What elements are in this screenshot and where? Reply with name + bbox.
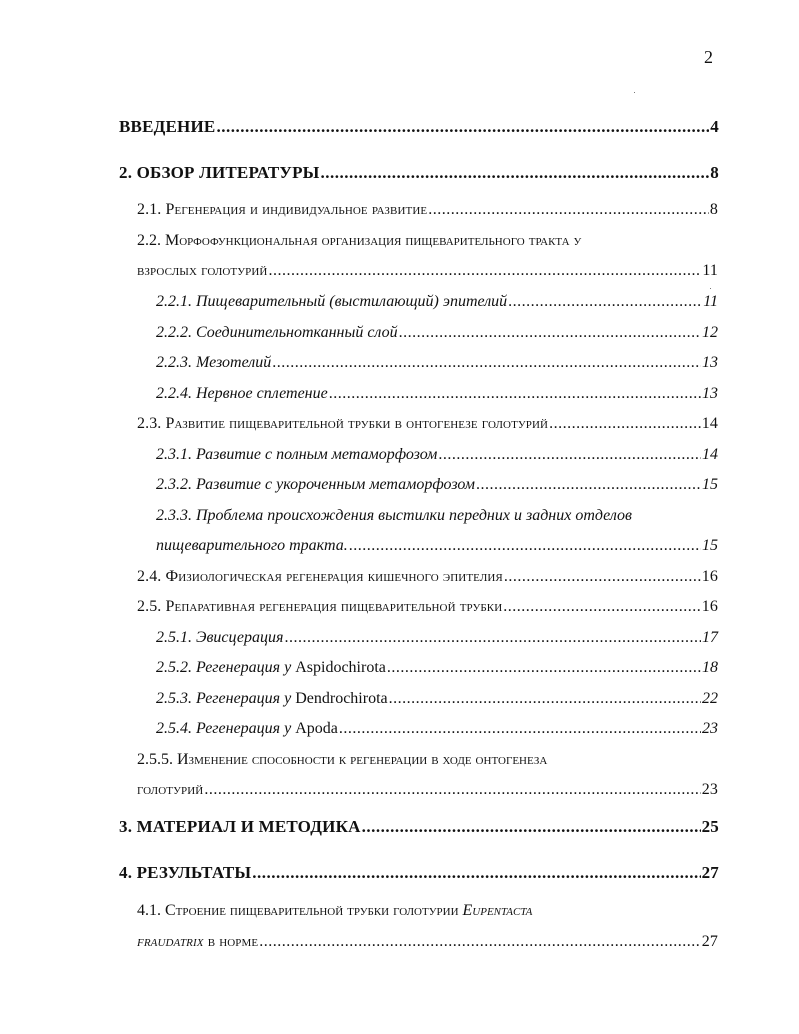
toc-entry-prefix: 2.5.3. Регенерация у	[156, 690, 292, 707]
toc-entry-page: 23	[701, 781, 718, 798]
toc-entry-2-3[interactable]	[137, 416, 718, 432]
dot-leader	[428, 202, 709, 218]
toc-entry-page: 11	[702, 262, 718, 279]
dot-leader	[216, 118, 709, 135]
toc-entry-2-1[interactable]	[137, 202, 718, 218]
dot-leader	[339, 721, 701, 737]
toc-entry-title: 2.2.4. Нервное сплетение	[156, 385, 328, 402]
toc-entry-page: 13	[702, 385, 718, 402]
toc-entry-page: 14	[702, 446, 718, 463]
dot-leader	[399, 325, 701, 341]
toc-entry-page: 12	[702, 324, 718, 341]
toc-entry-title: 2.3. Развитие пищеварительной трубки в онтогенезе голотурий	[137, 415, 549, 432]
toc-entry-title: 2.2.2. Соединительнотканный слой	[156, 324, 398, 341]
dot-leader	[204, 782, 700, 798]
toc-entry-title: 2.2.3. Мезотелий	[156, 354, 272, 371]
dot-leader	[272, 355, 701, 371]
toc-entry-prefix: 4.1. Строение пищеварительной трубки голотурии	[137, 902, 459, 919]
toc-entry-title: голотурий	[137, 781, 204, 798]
toc-entry-title: 2.5. Репаративная регенерация пищеварительной трубки	[137, 598, 503, 615]
toc-entry-4-1[interactable]	[137, 934, 718, 950]
toc-entry-2-5-1[interactable]	[156, 630, 718, 646]
toc-entry-title: ВВЕДЕНИЕ	[119, 117, 216, 136]
dot-leader	[329, 386, 701, 402]
toc-entry-page: 27	[701, 933, 718, 950]
dot-leader	[349, 538, 701, 554]
toc-entry-title: 2.3.1. Развитие с полным метаморфозом	[156, 446, 438, 463]
toc-entry-page: 8	[709, 201, 718, 218]
toc-entry-2-5[interactable]	[137, 599, 718, 615]
toc-entry-page: 27	[701, 863, 719, 882]
toc-entry-title	[137, 934, 258, 950]
taxon-name: Dendrochirota	[295, 690, 388, 707]
toc-entry-page: 13	[702, 354, 718, 371]
toc-entry-2-3-3[interactable]	[156, 538, 718, 554]
toc-entry-page: 18	[702, 659, 718, 676]
dot-leader	[387, 660, 701, 676]
toc-entry-chapter-4[interactable]	[119, 864, 719, 881]
dot-leader	[549, 416, 701, 432]
toc-entry-2-2-2[interactable]	[156, 325, 718, 341]
dot-leader	[508, 294, 702, 310]
toc-entry-title: 2. ОБЗОР ЛИТЕРАТУРЫ	[119, 163, 320, 182]
toc-entry-title: 4. РЕЗУЛЬТАТЫ	[119, 863, 252, 882]
toc-entry-prefix: 2.5.2. Регенерация у	[156, 659, 292, 676]
toc-entry-2-4[interactable]	[137, 569, 718, 585]
toc-entry-title: 2.2.1. Пищеварительный (выстилающий) эпителий	[156, 293, 508, 310]
toc-entry-intro[interactable]	[119, 118, 719, 135]
toc-entry-title: пищеварительного тракта.	[156, 537, 348, 554]
toc-entry-2-2-3[interactable]	[156, 355, 718, 371]
dot-leader	[321, 164, 710, 181]
toc-entry-2-2-line1[interactable]: 2.2. Морфофункциональная организация пищеварительного тракта у	[137, 232, 582, 249]
dot-leader	[503, 599, 701, 615]
dot-leader	[504, 569, 701, 585]
taxon-name: Apoda	[295, 720, 338, 737]
toc-entry-title: 2.4. Физиологическая регенерация кишечного эпителия	[137, 568, 503, 585]
dot-leader	[268, 263, 701, 279]
toc-entry-chapter-3[interactable]	[119, 818, 719, 835]
toc-entry-prefix: 2.5.4. Регенерация у	[156, 720, 292, 737]
toc-entry-2-2-1[interactable]	[156, 294, 718, 310]
toc-entry-title: 2.3.2. Развитие с укороченным метаморфозом	[156, 476, 475, 493]
toc-entry-2-3-3-line1[interactable]: 2.3.3. Проблема происхождения выстилки передних и задних отделов	[156, 507, 632, 524]
taxon-name: Aspidochirota	[295, 659, 386, 676]
toc-entry-2-5-2[interactable]	[156, 660, 718, 676]
toc-entry-page: 16	[701, 568, 718, 585]
toc-entry-suffix: в норме	[207, 933, 259, 950]
toc-entry-page: 8	[710, 163, 719, 182]
species-name: fraudatrix	[137, 933, 204, 950]
dot-leader	[476, 477, 701, 493]
toc-entry-page: 15	[702, 537, 718, 554]
toc-entry-4-1-line1[interactable]	[137, 903, 532, 919]
toc-entry-page: 14	[701, 415, 718, 432]
toc-entry-title: 3. МАТЕРИАЛ И МЕТОДИКА	[119, 817, 361, 836]
toc-entry-2-2[interactable]	[137, 263, 718, 279]
toc-entry-2-5-3[interactable]	[156, 691, 718, 707]
toc-entry-page: 15	[702, 476, 718, 493]
toc-entry-2-2-4[interactable]	[156, 386, 718, 402]
toc-entry-2-5-5-line1[interactable]: 2.5.5. Изменение способности к регенерации в ходе онтогенеза	[137, 751, 548, 768]
toc-entry-title: взрослых голотурий	[137, 262, 268, 279]
species-name: Eupentacta	[462, 902, 533, 919]
dot-leader	[284, 630, 701, 646]
toc-entry-page: 16	[701, 598, 718, 615]
toc-entry-page: 23	[702, 720, 718, 737]
toc-entry-2-5-4[interactable]	[156, 721, 718, 737]
toc-entry-page: 4	[710, 117, 719, 136]
toc-entry-page: 17	[702, 629, 718, 646]
toc-entry-page: 22	[702, 690, 718, 707]
toc-entry-page: 25	[701, 817, 719, 836]
toc-entry-chapter-2[interactable]	[119, 164, 719, 181]
dot-leader	[252, 864, 700, 881]
dot-leader	[389, 691, 701, 707]
toc-entry-title	[156, 660, 386, 676]
page-number: 2	[704, 47, 713, 67]
toc-entry-2-5-5[interactable]	[137, 782, 718, 798]
dot-leader	[259, 934, 701, 950]
toc-entry-title: 2.1. Регенерация и индивидуальное развитие	[137, 201, 428, 218]
toc-entry-page: 11	[703, 293, 718, 310]
toc-entry-title	[156, 691, 388, 707]
toc-entry-title: 2.5.1. Эвисцерация	[156, 629, 284, 646]
toc-entry-title	[156, 721, 338, 737]
toc-entry-2-3-1[interactable]	[156, 447, 718, 463]
dot-leader	[362, 818, 701, 835]
dot-leader	[438, 447, 701, 463]
toc-entry-2-3-2[interactable]	[156, 477, 718, 493]
